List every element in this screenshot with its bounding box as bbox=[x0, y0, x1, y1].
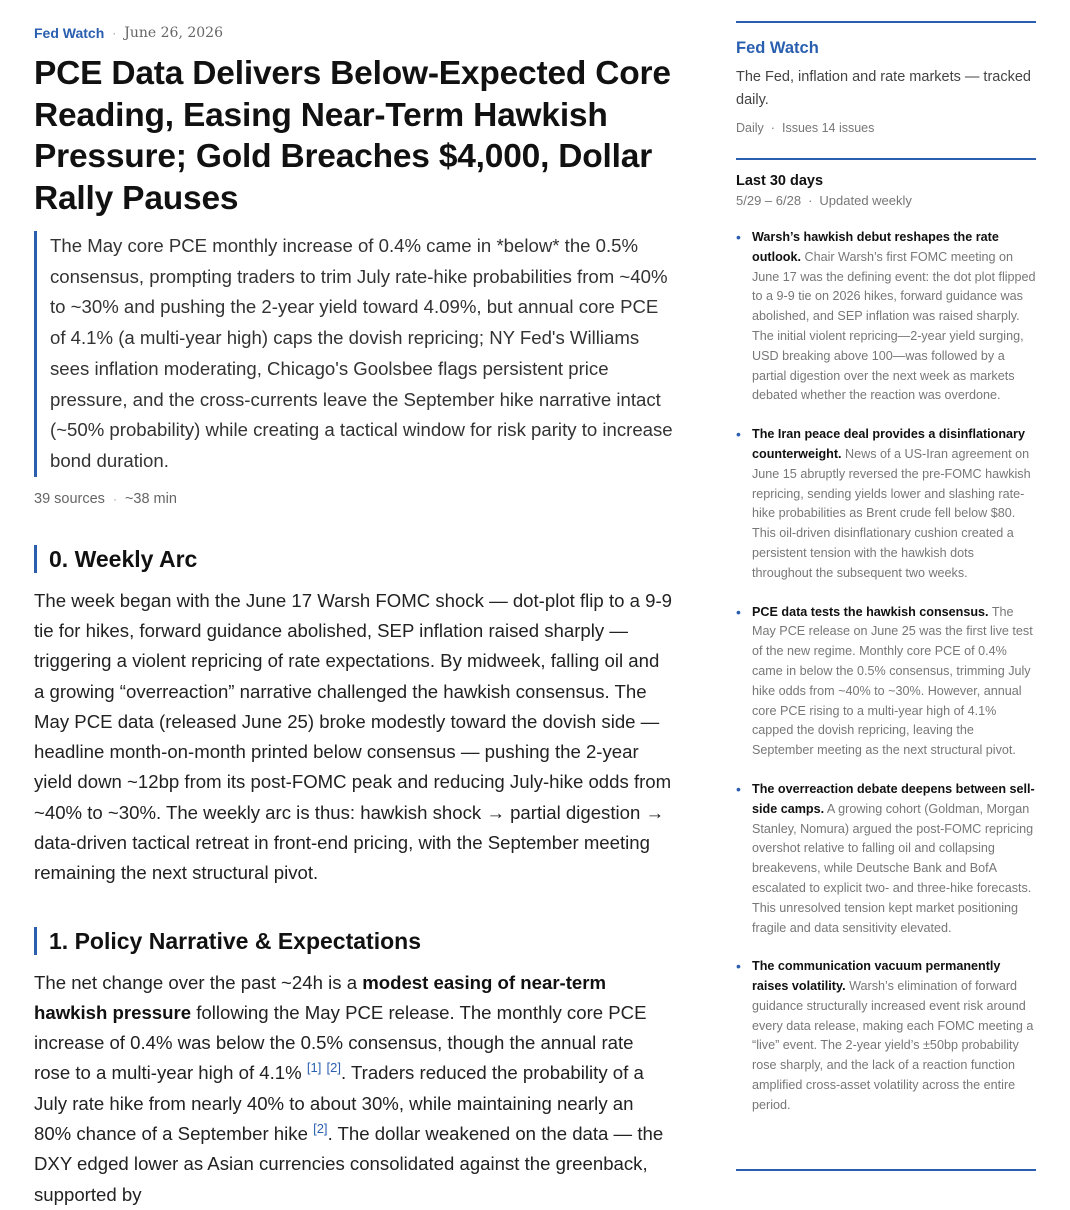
list-item bbox=[736, 957, 1036, 1115]
sources-count[interactable]: 39 sources bbox=[34, 490, 105, 507]
bullet-icon: • bbox=[736, 426, 741, 443]
frequency-label: Daily bbox=[736, 121, 764, 135]
list-item bbox=[736, 425, 1036, 583]
item-title: Warsh’s hawkish debut reshapes the rate outlook. bbox=[752, 230, 999, 264]
sidebar-publication-name[interactable]: Fed Watch bbox=[736, 39, 819, 57]
text-run: . The dollar weakened on the data — the DXY edged lower as Asian currencies consolidated against the greenback, supported by bbox=[34, 1123, 664, 1205]
item-text: Chair Warsh’s first FOMC meeting on June 17 was the defining event: the dot plot flipped to a 9-9 tie on 2026 hikes, forward guidance was abolished, and SEP inflation was raised sharply. The initial violent repricing—2-year yield surging, USD breaking above 100—was followed by a partial digestion over the next week as markets debated whether the reaction was overdone. bbox=[752, 249, 1036, 403]
publication-link[interactable]: Fed Watch bbox=[34, 25, 105, 41]
citation-link[interactable]: [2] bbox=[313, 1120, 328, 1136]
date-range: 5/29 – 6/28 bbox=[736, 193, 802, 208]
article-title: PCE Data Delivers Below-Expected Core Reading, Easing Near-Term Hawkish Pressure; Gold Breaches $4,000, Dollar Rally Pauses bbox=[34, 55, 671, 217]
meta-separator: · bbox=[808, 193, 813, 208]
bold-text-run: modest easing of near-term hawkish pressure bbox=[34, 971, 607, 1023]
article-main bbox=[34, 0, 674, 1210]
section-title-weekly-arc: 0. Weekly Arc bbox=[34, 545, 674, 573]
article-stats bbox=[34, 491, 674, 507]
bullet-icon: • bbox=[736, 958, 741, 975]
section-text-policy-narrative bbox=[34, 968, 674, 1210]
bullet-icon: • bbox=[736, 603, 741, 620]
article-summary: The May core PCE monthly increase of 0.4% came in *below* the 0.5% consensus, prompting traders to trim July rate-hike probabilities from ~40% to ~30% and pushing the 2-year yield toward 4.09%, but annual core PCE of 4.1% (a multi-year high) caps the dovish repricing; NY Fed's Williams sees inflation moderating, Chicago's Goolsbee flags persistent price pressure, and the cross-currents leave the September hike narrative intact (~50% probability) while creating a tactical window for risk parity to increase bond duration. bbox=[34, 231, 674, 477]
period-title: Last 30 days bbox=[736, 173, 824, 189]
item-title: The overreaction debate deepens between sell-side camps. bbox=[752, 781, 1035, 816]
list-item bbox=[736, 603, 1036, 761]
bullet-icon: • bbox=[736, 229, 741, 245]
issues-count[interactable]: Issues 14 issues bbox=[781, 121, 875, 135]
article-meta bbox=[34, 25, 674, 41]
text-run: . Traders reduced the probability of a July rate hike from nearly 40% to about 30%, while maintaining nearly an 80% chance of a September hike bbox=[34, 1062, 644, 1145]
read-time: ~38 min bbox=[124, 490, 177, 507]
theme-list bbox=[736, 228, 1036, 1116]
item-text: The May PCE release on June 25 was the first live test of the new regime. Monthly core PCE of 0.4% came in below the 0.5% consensus, trimming July hike odds from ~40% to ~30%. However, annual core PCE rising to a multi-year high of 4.1% capped the dovish repricing, leaving the September meeting as the next structural pivot. bbox=[752, 604, 1033, 758]
list-item bbox=[736, 780, 1036, 938]
list-item bbox=[736, 228, 1036, 406]
period-meta bbox=[736, 193, 1036, 208]
stats-separator: · bbox=[112, 491, 117, 506]
item-text: News of a US-Iran agreement on June 15 abruptly reversed the pre-FOMC hawkish repricing, sending yields lower and slashing rate-hike probabilities as Brent crude fell below $80. This oil-driven disinflationary cushion created a persistent tension with the hawkish dots throughout the subsequent two weeks. bbox=[752, 446, 1031, 580]
section-title-policy-narrative: 1. Policy Narrative & Expectations bbox=[34, 927, 674, 955]
sidebar bbox=[736, 21, 1036, 1135]
meta-separator: · bbox=[770, 121, 775, 135]
sidebar-bottom-divider bbox=[736, 1169, 1036, 1171]
bullet-icon: • bbox=[736, 780, 741, 797]
text-run: following the May PCE release. The monthly core PCE increase of 0.4% was below the 0.5% consensus, though the annual rate rose to a multi-year high of 4.1% bbox=[34, 1001, 647, 1084]
item-text: A growing cohort (Goldman, Morgan Stanley, Nomura) argued the post-FOMC repricing overshot relative to falling oil and collapsing breakevens, while Deutsche Bank and BofA escalated to explicit two- and three-hike forecasts. This unresolved tension kept market positioning fragile and data sensitivity elevated. bbox=[752, 801, 1034, 935]
sidebar-description: The Fed, inflation and rate markets — tracked daily. bbox=[736, 69, 1031, 108]
publication-card bbox=[736, 21, 1036, 135]
section-text-weekly-arc: The week began with the June 17 Warsh FOMC shock — dot-plot flip to a 9-9 tie for hikes, forward guidance abolished, SEP inflation raised sharply — triggering a violent repricing of rate expectations. By midweek, falling oil and a growing “overreaction” narrative challenged the hawkish consensus. The May PCE data (released June 25) broke modestly toward the dovish side — headline month-on-month printed below consensus — pushing the 2-year yield down ~12bp from its post-FOMC peak and reducing July-hike odds from ~40% to ~30%. The weekly arc is thus: hawkish shock → partial digestion → data-driven tactical retreat in front-end pricing, with the September meeting remaining the next structural pivot. bbox=[34, 589, 672, 884]
meta-separator: · bbox=[112, 26, 117, 40]
sidebar-meta bbox=[736, 121, 1036, 135]
item-title: The communication vacuum permanently raises volatility. bbox=[752, 959, 1001, 994]
item-title: PCE data tests the hawkish consensus. bbox=[752, 604, 989, 619]
item-title: The Iran peace deal provides a disinflationary counterweight. bbox=[752, 427, 1025, 461]
citation-link[interactable]: [1] bbox=[306, 1060, 322, 1076]
text-run: The net change over the past ~24h is a bbox=[34, 971, 363, 993]
item-text: Warsh’s elimination of forward guidance structurally increased event risk around every data release, making each FOMC meeting a “live” event. The 2-year yield’s ±50bp probability rose sharply, and the lack of a reaction function amplified cross-asset volatility across the entire period. bbox=[752, 979, 1034, 1112]
update-frequency: Updated weekly bbox=[819, 193, 912, 208]
citation-link[interactable]: [2] bbox=[326, 1060, 341, 1076]
recent-summary-card bbox=[736, 158, 1036, 1116]
publish-date: June 26, 2026 bbox=[124, 25, 223, 41]
